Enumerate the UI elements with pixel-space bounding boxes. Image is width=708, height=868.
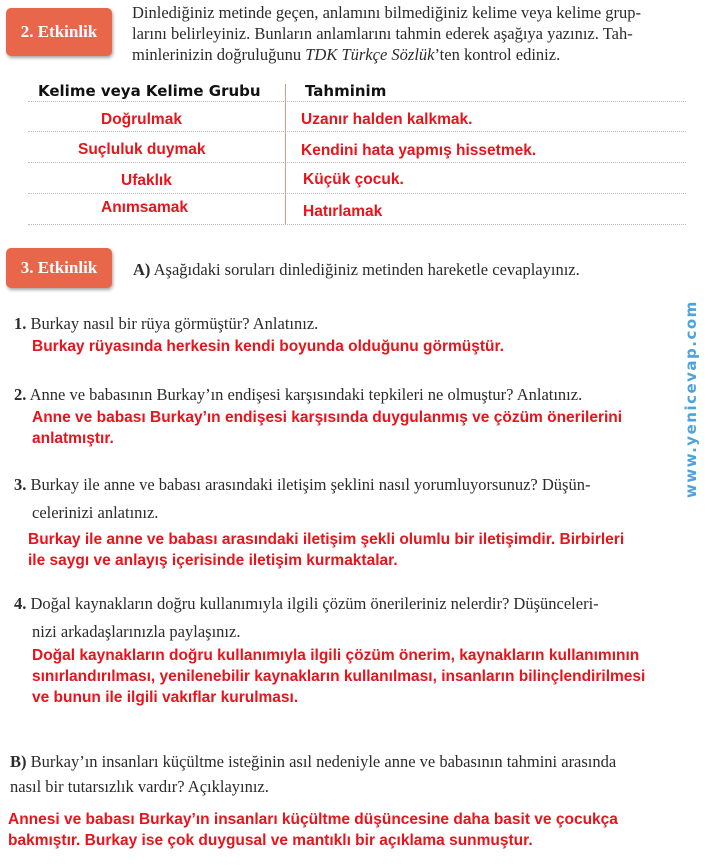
answer-1-line: Burkay rüyasında herkesin kendi boyunda olduğunu görmüştür.	[32, 338, 504, 355]
part-b-label: B)	[10, 752, 27, 771]
etkinlik-2-instruction-line-2: larını belirleyiniz. Bunların anlamlarını tahmin ederek aşağıya yazınız. Tah-	[132, 24, 633, 43]
answer-2-line: anlatmıştır.	[32, 430, 114, 447]
table-row-guess: Kendini hata yapmış hissetmek.	[301, 142, 537, 159]
question-number: 3.	[14, 475, 27, 494]
table-row-guess: Uzanır halden kalkmak.	[301, 111, 473, 128]
part-b-question-continued: nasıl bir tutarsızlık vardır? Açıklayınız.	[10, 777, 269, 796]
answer-3-line: ile saygı ve anlayış içerisinde iletişim kurmaktalar.	[28, 552, 398, 569]
row-line	[28, 224, 686, 225]
table-divider	[285, 84, 286, 224]
etkinlik-2-instruction-line-1: Dinlediğiniz metinde geçen, anlamını bilmediğiniz kelime veya kelime grup-	[132, 3, 642, 22]
row-line	[28, 162, 686, 163]
part-b-answer-line: Annesi ve babası Burkay’ın insanları küçültme düşüncesine daha basit ve çocukça	[8, 811, 618, 828]
instruction-text-end: ’ten kontrol ediniz.	[434, 45, 561, 64]
column-header-guess: Tahminim	[305, 82, 387, 100]
answer-3-line: Burkay ile anne ve babası arasındaki iletişim şekli olumlu bir iletişimdir. Birbirleri	[28, 531, 625, 548]
table-row-word: Doğrulmak	[101, 111, 182, 128]
question-2	[14, 384, 582, 406]
row-line	[28, 193, 686, 194]
row-line	[28, 101, 686, 102]
question-number: 2.	[14, 385, 27, 404]
question-number: 4.	[14, 594, 27, 613]
part-a-text: Aşağıdaki soruları dinlediğiniz metinden hareketle cevaplayınız.	[150, 260, 580, 279]
table-row-word: Ufaklık	[121, 172, 172, 189]
table-row-guess: Küçük çocuk.	[303, 171, 404, 188]
column-header-word: Kelime veya Kelime Grubu	[38, 82, 261, 100]
etkinlik-3-badge: 3. Etkinlik	[6, 248, 112, 288]
table-row-word: Suçluluk duymak	[78, 141, 206, 158]
part-b-text: Burkay’ın insanları küçültme isteğinin asıl nedeniyle anne ve babasının tahmini arasında	[26, 752, 617, 771]
question-text: Burkay ile anne ve babası arasındaki iletişim şeklini nasıl yorumluyorsunuz? Düşün-	[26, 475, 591, 494]
part-a-instruction	[133, 259, 580, 281]
question-1	[14, 313, 318, 335]
table-row-word: Anımsamak	[101, 199, 189, 216]
answer-2-line: Anne ve babası Burkay’ın endişesi karşısında duygulanmış ve çözüm önerilerini	[32, 409, 623, 426]
etkinlik-2-instruction-line-3	[132, 44, 560, 66]
part-b-answer-line: bakmıştır. Burkay ise çok duygusal ve mantıklı bir açıklama sunmuştur.	[8, 832, 533, 849]
question-text: Anne ve babasının Burkay’ın endişesi karşısındaki tepkileri ne olmuştur? Anlatınız.	[26, 385, 583, 404]
table-row-guess: Hatırlamak	[303, 203, 383, 220]
question-4	[14, 593, 599, 615]
answer-4-line: ve bunun ile ilgili vakıflar kurulması.	[32, 689, 299, 706]
part-a-label: A)	[133, 260, 151, 279]
instruction-text: minlerinizin doğruluğunu	[132, 45, 306, 64]
answer-4-line: Doğal kaynakların doğru kullanımıyla ilgili çözüm önerim, kaynakların kullanımının	[32, 647, 640, 664]
part-b-question	[10, 751, 616, 773]
question-4-continued: nizi arkadaşlarınızla paylaşınız.	[32, 622, 241, 641]
question-number: 1.	[14, 314, 27, 333]
question-text: Doğal kaynakların doğru kullanımıyla ilgili çözüm önerileriniz nelerdir? Düşünceleri-	[26, 594, 599, 613]
question-text: Burkay nasıl bir rüya görmüştür? Anlatınız.	[26, 314, 319, 333]
question-3-continued: celerinizi anlatınız.	[32, 503, 159, 522]
watermark: www.yenicevap.com	[682, 300, 700, 498]
question-3	[14, 474, 590, 496]
row-line	[28, 131, 686, 132]
etkinlik-2-badge: 2. Etkinlik	[6, 8, 112, 56]
tdk-dictionary-name: TDK Türkçe Sözlük	[305, 45, 435, 64]
answer-4-line: sınırlandırılması, yenilenebilir kaynakların kullanılması, insanların bilinçlendirilmesi	[32, 668, 646, 685]
